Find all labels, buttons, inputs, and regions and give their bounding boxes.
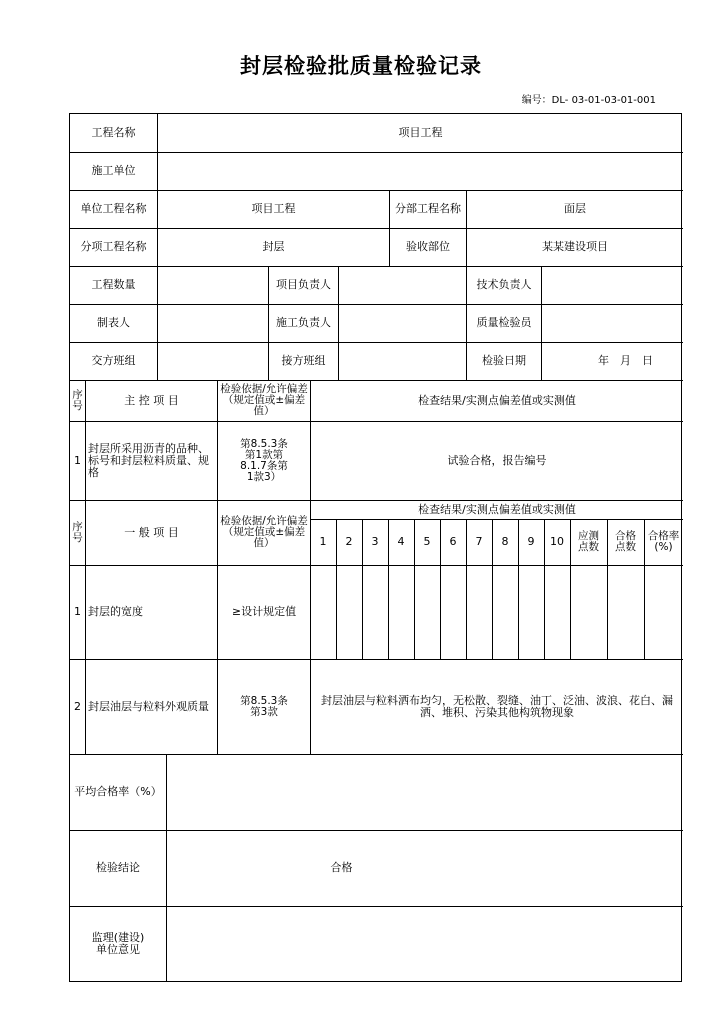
avg-pass-rate-label: 平均合格率（%） (74, 785, 162, 798)
main-control-basis-header: 检验依据/允许偏差（规定值或±偏差值） (220, 383, 308, 417)
project-lead-label: 项目负责人 (276, 278, 331, 291)
supervision-label: 监理(建设)单位意见 (91, 931, 145, 956)
main-control-item-name: 封层所采用沥青的品种、标号和封层粒料质量、规格 (88, 441, 209, 479)
point-number: 4 (397, 535, 405, 548)
qualified-points-header: 合格点数 (615, 530, 636, 553)
unit-project-label: 单位工程名称 (80, 202, 147, 215)
construction-unit-label: 施工单位 (91, 164, 136, 177)
general-item-no: 1 (74, 605, 81, 618)
tech-lead-label: 技术负责人 (476, 278, 532, 291)
construction-unit-value (158, 152, 683, 190)
point-number: 6 (449, 535, 457, 548)
point-number: 7 (475, 535, 483, 548)
subitem-project-label: 分项工程名称 (80, 240, 147, 253)
conclusion-label: 检验结论 (96, 861, 140, 874)
division-project-label: 分部工程名称 (395, 202, 461, 215)
point-number: 8 (501, 535, 509, 548)
main-control-result-header: 检查结果/实测点偏差值或实测值 (418, 393, 576, 407)
main-control-seq-header: 序号 (72, 388, 83, 412)
division-project-value: 面层 (564, 202, 586, 215)
receiving-team-label: 接方班组 (281, 354, 326, 367)
tabulator-label: 制表人 (97, 316, 130, 329)
main-control-item-no: 1 (74, 453, 81, 467)
general-item-basis: ≥设计规定值 (231, 605, 297, 618)
general-item-name: 封层的宽度 (88, 605, 143, 618)
point-number: 2 (345, 535, 353, 548)
point-number: 1 (319, 535, 327, 548)
serial-number: 编号：DL- 03-01-03-01-001 (521, 95, 656, 106)
project-name-value: 项目工程 (398, 126, 443, 139)
general-item-basis: 第8.5.3条第3款 (240, 694, 288, 718)
general-item-header: 一 般 项 目 (124, 525, 179, 539)
should-measure-header: 应测点数 (578, 530, 599, 553)
general-item-no: 2 (74, 699, 81, 713)
unit-project-value: 项目工程 (251, 202, 296, 215)
project-name-label: 工程名称 (91, 126, 136, 139)
point-number: 9 (527, 535, 535, 548)
quantity-label: 工程数量 (91, 278, 136, 291)
acceptance-part-value: 某某建设项目 (542, 240, 608, 253)
conclusion-value: 合格 (330, 861, 353, 874)
main-control-item-basis: 第8.5.3条第1款第8.1.7条第1款3） (240, 437, 288, 483)
inspection-form (69, 113, 682, 982)
construction-lead-label: 施工负责人 (276, 316, 331, 329)
main-control-item-header: 主 控 项 目 (124, 393, 179, 407)
inspection-date-value: 年 月 日 (598, 354, 653, 367)
general-basis-header: 检验依据/允许偏差（规定值或±偏差值） (220, 515, 308, 549)
point-number: 5 (423, 535, 431, 548)
point-number: 3 (371, 535, 379, 548)
page-title: 封层检验批质量检验记录 (240, 54, 482, 78)
general-item-name: 封层油层与粒料外观质量 (88, 699, 209, 713)
general-item-result: 封层油层与粒料洒布均匀，无松散、裂缝、油丁、泛油、波浪、花白、漏洒、堆积、污染其他构筑物现象 (321, 693, 673, 719)
handover-team-label: 交方班组 (91, 354, 136, 367)
general-result-header: 检查结果/实测点偏差值或实测值 (418, 502, 576, 516)
main-control-item-result: 试验合格，报告编号 (447, 453, 547, 467)
quality-inspector-label: 质量检验员 (476, 316, 532, 329)
general-seq-header: 序号 (72, 520, 83, 544)
point-number: 10 (550, 535, 564, 548)
pass-rate-header: 合格率(%) (647, 530, 680, 553)
acceptance-part-label: 验收部位 (406, 240, 450, 253)
inspection-date-label: 检验日期 (482, 354, 526, 367)
subitem-project-value: 封层 (262, 240, 285, 253)
